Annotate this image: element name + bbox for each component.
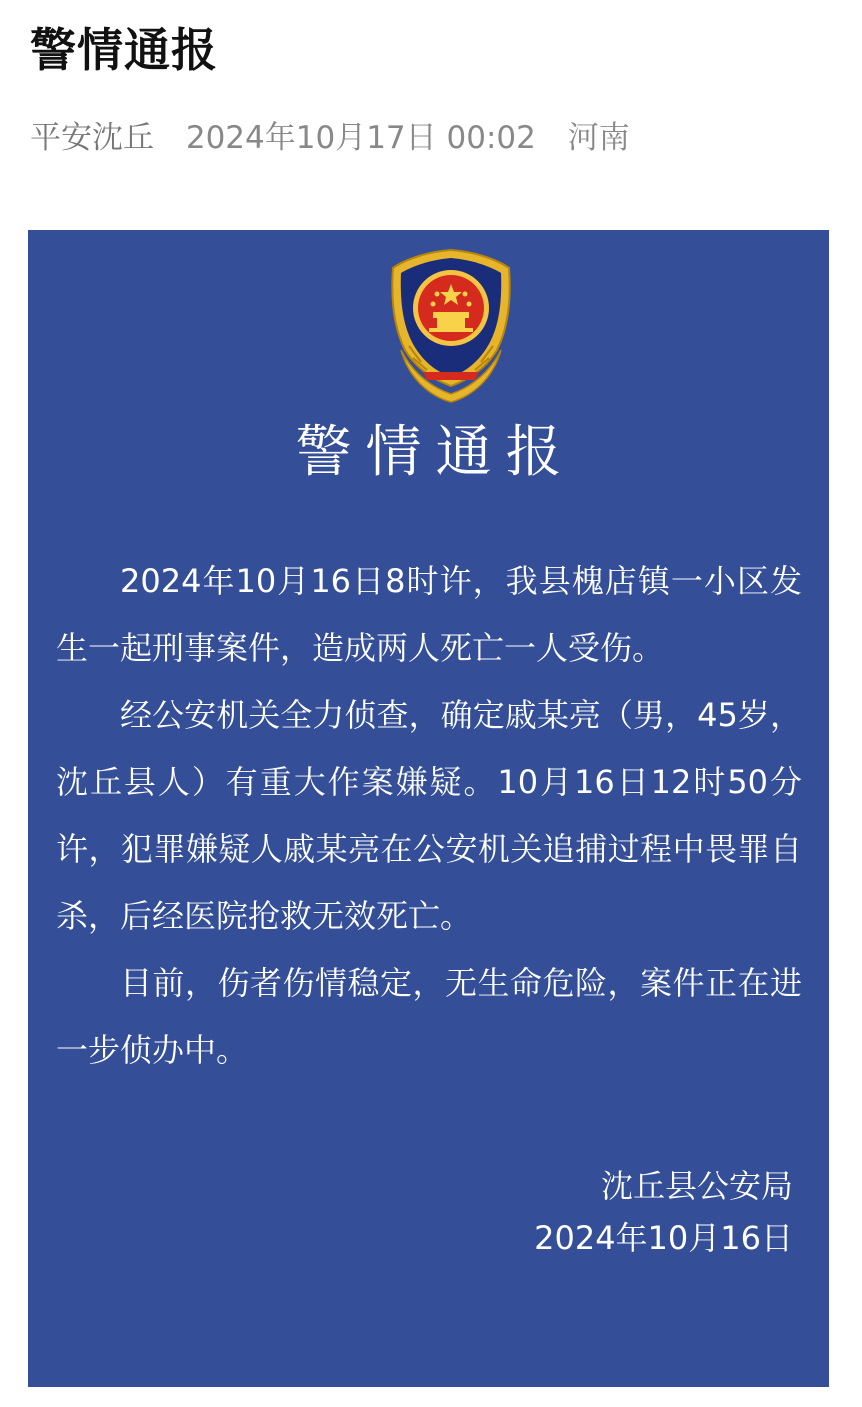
article-meta (30, 112, 630, 157)
issuer-name: 沈丘县公安局 (600, 1167, 793, 1205)
police-emblem-icon (383, 246, 519, 406)
notice-signature (534, 1160, 793, 1264)
notice-title: 警情通报 (295, 420, 576, 485)
notice-body (56, 548, 802, 1084)
notice-paragraph: 目前，伤者伤情稳定，无生命危险，案件正在进一步侦办中。 (56, 964, 802, 1069)
publish-location: 河南 (567, 120, 630, 156)
notice-paragraph: 经公安机关全力侦查，确定戚某亮（男，45岁，沈丘县人）有重大作案嫌疑。10月16日12时50分许，犯罪嫌疑人戚某亮在公安机关追捕过程中畏罪自杀，后经医院抢救无效死亡。 (56, 696, 802, 935)
notice-image (28, 230, 829, 1387)
account-name-link[interactable]: 平安沈丘 (30, 120, 154, 156)
article-title: 警情通报 (30, 23, 218, 77)
notice-paragraph: 2024年10月16日8时许，我县槐店镇一小区发生一起刑事案件，造成两人死亡一人受伤。 (56, 562, 802, 667)
issue-date: 2024年10月16日 (534, 1219, 793, 1257)
publish-datetime: 2024年10月17日 00:02 (185, 120, 536, 156)
